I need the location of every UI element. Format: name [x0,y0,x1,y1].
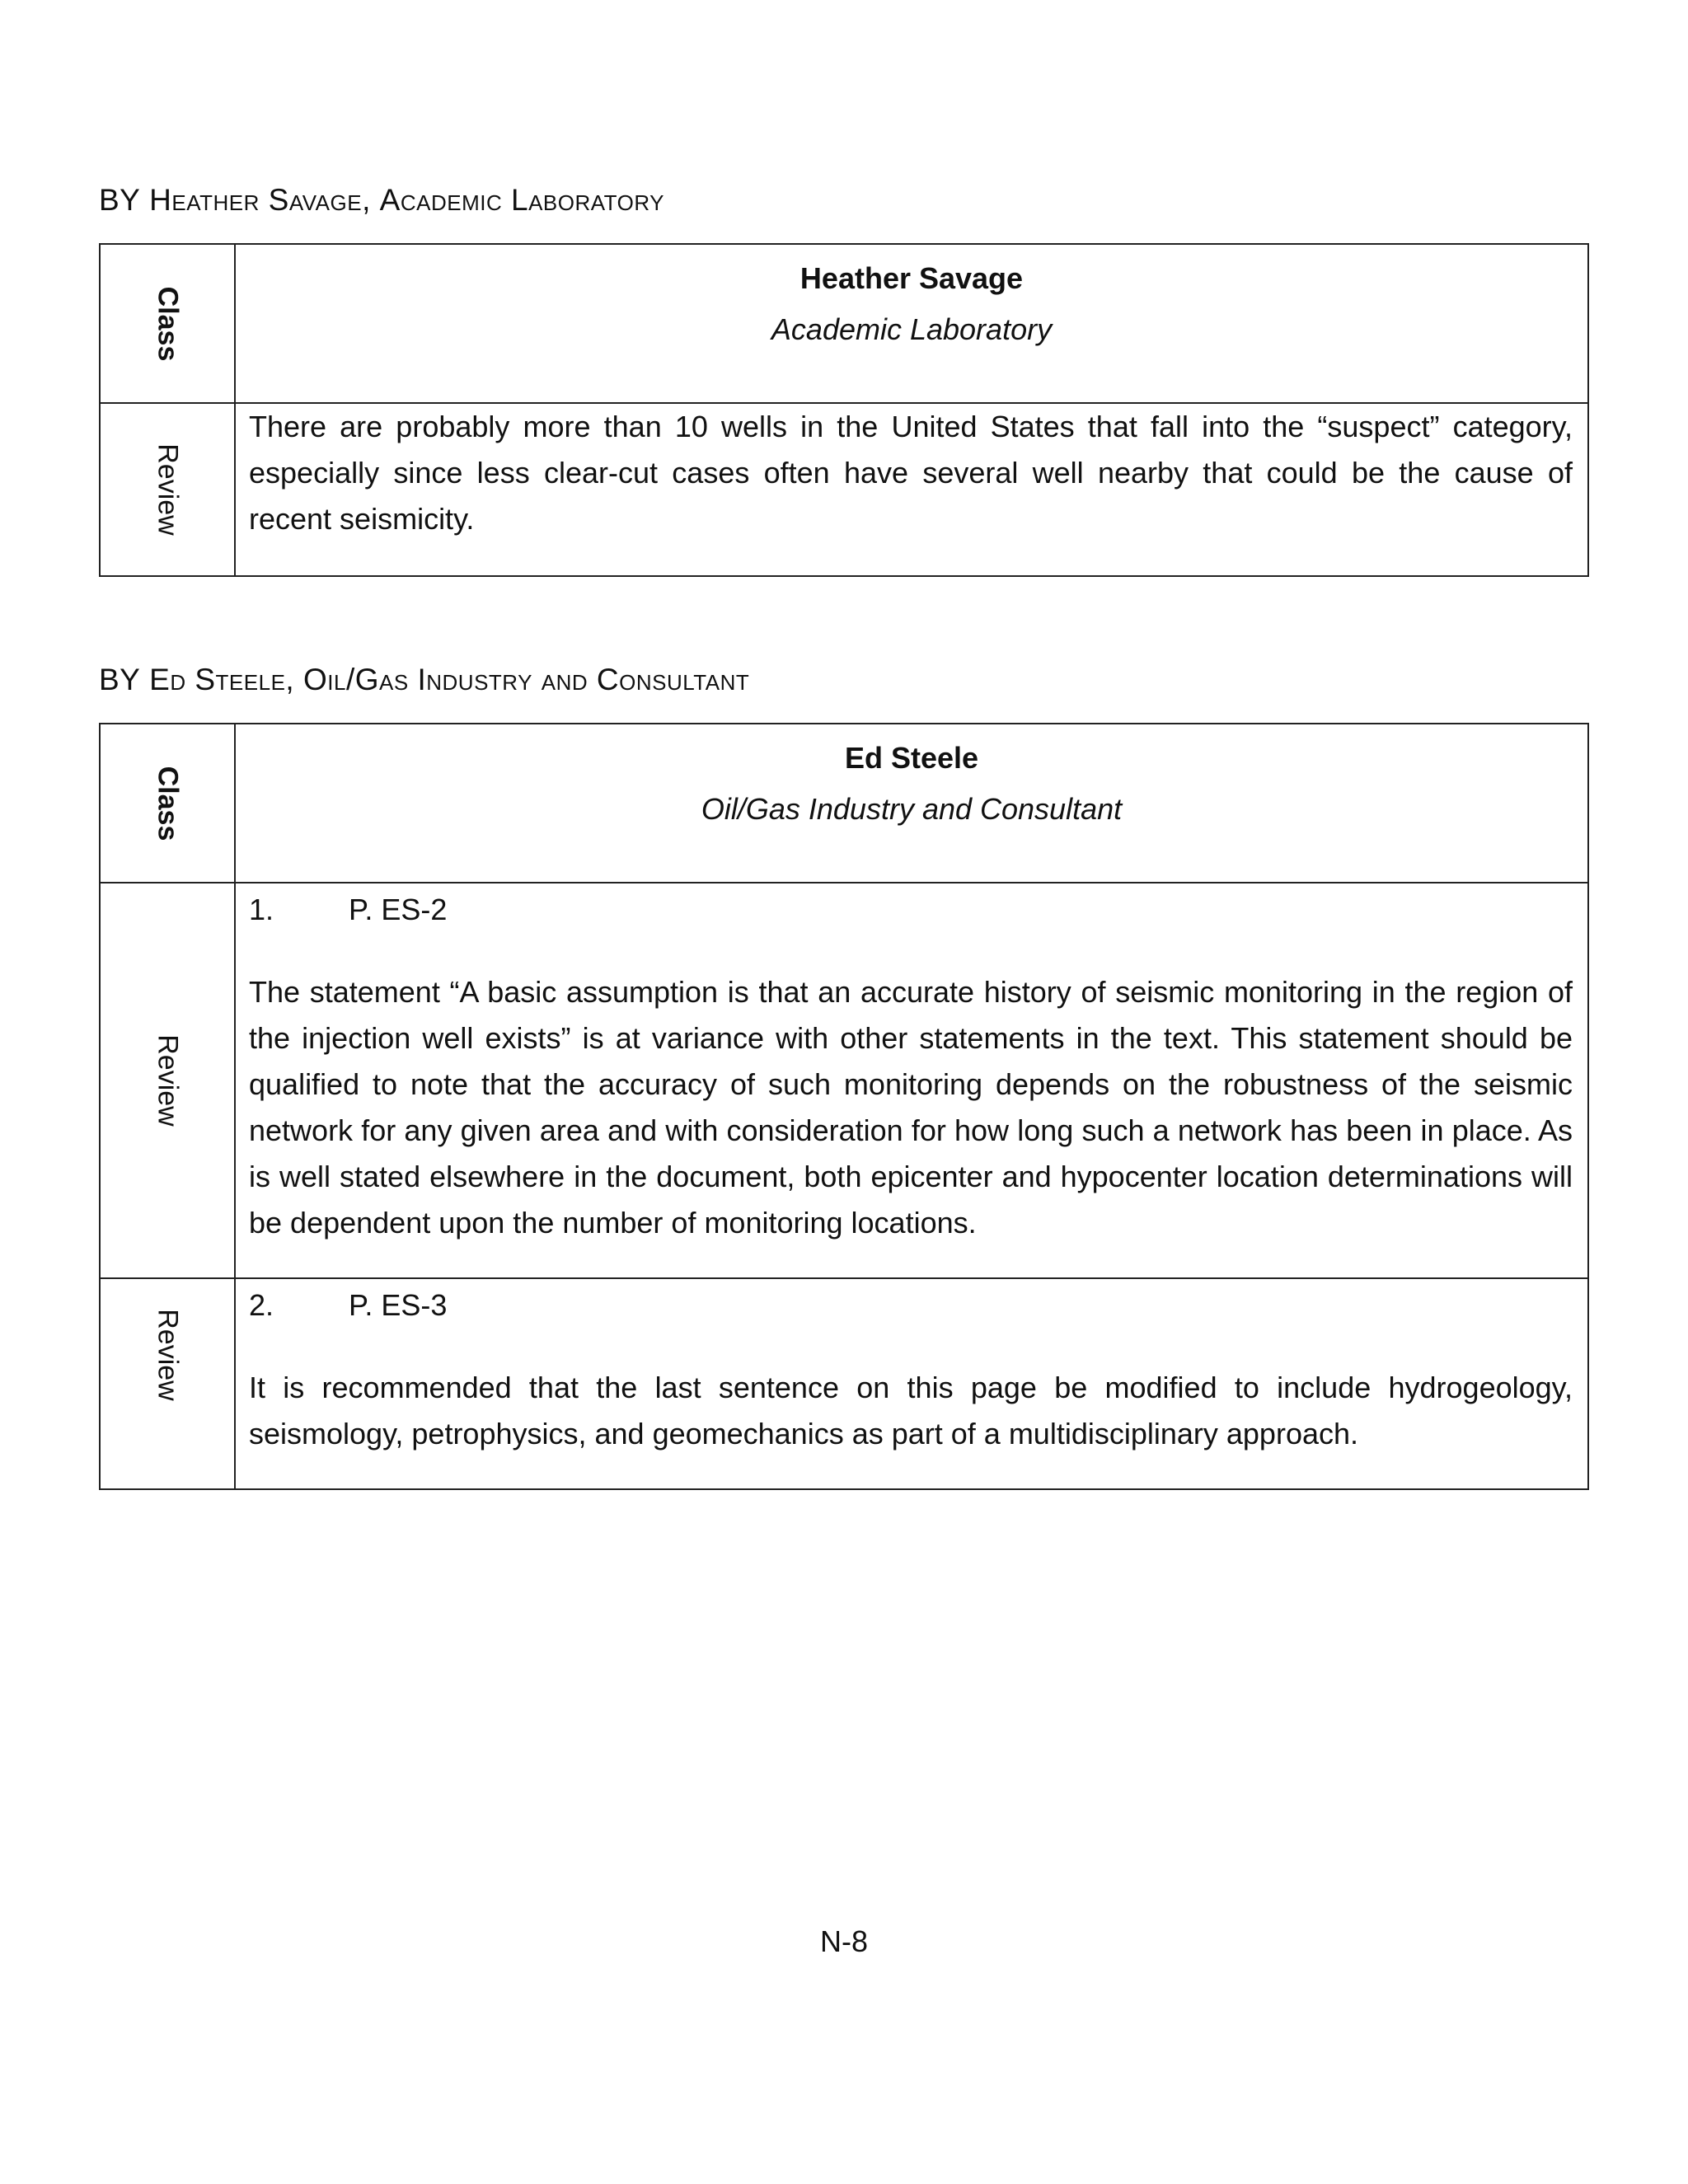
review-row [100,1278,1588,1489]
review-text: The statement “A basic assumption is that an accurate history of seismic monitoring in the region of the injection well exists” is at variance with other statements in the text. This statement should be qualified to note that the accuracy of such monitoring depends on the robustness of the seismic network for any given area and with consideration for how long such a network has been in place. As is well stated elsewhere in the document, both epicenter and hypocenter location determinations will be dependent upon the number of monitoring locations. [249,975,1573,1240]
section-heading-savage: BY Heather Savage, Academic Laboratory [99,183,664,217]
heading-by: BY [99,183,141,217]
review-row [100,883,1588,1278]
class-label-cell [100,724,235,883]
review-item-number: 1. [249,893,274,926]
class-label-cell [100,244,235,403]
heading-author: Ed Steele [149,663,286,696]
review-text: There are probably more than 10 wells in the United States that fall into the “suspect” category, especially since less clear-cut cases often have several well nearby that could be the cause of recent seismicity. [249,410,1573,536]
class-label: Class [152,286,184,361]
class-label: Class [152,766,184,841]
reviewer-organization: Oil/Gas Industry and Consultant [701,792,1123,826]
review-content-cell [235,403,1588,576]
reviewer-header-cell [235,724,1588,883]
review-row [100,403,1588,576]
header-row [100,244,1588,403]
review-content-cell [235,1278,1588,1489]
review-table-savage [99,243,1589,577]
review-label-cell [100,883,235,1278]
review-table-steele [99,723,1589,1490]
review-label-cell [100,403,235,576]
reviewer-header-cell [235,244,1588,403]
page-number: N-8 [819,1924,868,1958]
review-label: Review [152,1034,184,1127]
section-heading-steele: BY Ed Steele, Oil/Gas Industry and Consultant [99,663,750,696]
review-text: It is recommended that the last sentence on this page be modified to include hydrogeology, seismology, petrophysics, and geomechanics as part of a multidisciplinary approach. [249,1371,1573,1451]
reviewer-name: Ed Steele [844,741,979,775]
heading-by: BY [99,663,141,696]
review-label: Review [152,443,184,536]
review-item-heading [249,887,1573,936]
heading-affiliation: Oil/Gas Industry and Consultant [302,663,750,696]
reviewer-organization: Academic Laboratory [771,312,1053,346]
header-row [100,724,1588,883]
heading-affiliation: Academic Laboratory [379,183,664,217]
heading-author: Heather Savage [149,183,363,217]
review-item-heading [249,1282,1573,1332]
review-item-reference: P. ES-3 [349,1288,448,1322]
reviewer-name: Heather Savage [799,261,1024,295]
review-item-number: 2. [249,1288,274,1322]
review-item-reference: P. ES-2 [349,893,448,926]
review-content-cell [235,883,1588,1278]
review-label: Review [152,1309,184,1401]
review-label-cell [100,1278,235,1489]
